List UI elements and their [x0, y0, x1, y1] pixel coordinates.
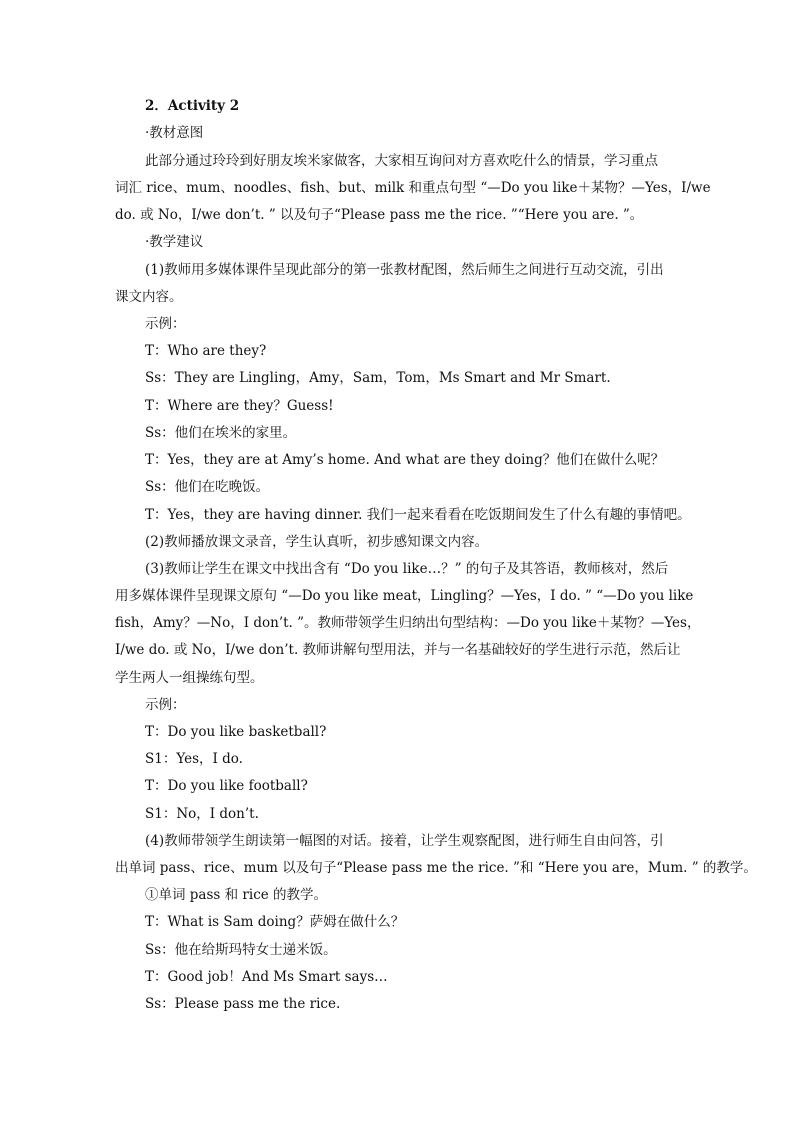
dialogue-line: T：Who are they? [145, 343, 267, 359]
section-heading: 2．Activity 2 [145, 98, 240, 114]
dialogue-line: Ss：Please pass me the rice. [145, 996, 341, 1012]
paragraph-line: I/we do. 或 No，I/we don’t. 教师讲解句型用法，并与一名基础较好的学生进行示范，然后让 [115, 642, 681, 658]
paragraph-line: (1)教师用多媒体课件呈现此部分的第一张教材配图，然后师生之间进行互动交流，引出 [145, 262, 664, 278]
subheading-teaching-suggestions: ·教学建议 [145, 234, 204, 250]
dialogue-line: T：Do you like basketball? [145, 724, 327, 740]
dialogue-line: T：Where are they？Guess! [145, 398, 334, 414]
dialogue-line: T：What is Sam doing？萨姆在做什么？ [145, 914, 405, 930]
paragraph-line: (2)教师播放课文录音，学生认真听，初步感知课文内容。 [145, 534, 489, 550]
paragraph-line: 此部分通过玲玲到好朋友埃米家做客，大家相互询问对方喜欢吃什么的情景，学习重点 [145, 153, 658, 169]
subheading-textbook-intent: ·教材意图 [145, 125, 204, 141]
example-label: 示例： [145, 697, 186, 713]
dialogue-line: T：Yes，they are at Amy’s home. And what are they doing？他们在做什么呢？ [145, 452, 665, 468]
paragraph-line: 课文内容。 [115, 289, 183, 305]
dialogue-line: S1：Yes，I do. [145, 751, 243, 767]
dialogue-line: Ss：他在给斯玛特女士递米饭。 [145, 942, 337, 958]
dialogue-line: T：Do you like football? [145, 778, 308, 794]
paragraph-line: (3)教师让学生在课文中找出含有 “Do you like…？” 的句子及其答语，教师核对，然后 [145, 561, 669, 577]
paragraph-line: fish，Amy？—No，I don’t. ”。教师带领学生归纳出句型结构：—Do you like＋某物？—Yes， [115, 615, 701, 631]
paragraph-line: (4)教师带领学生朗读第一幅图的对话。接着，让学生观察配图，进行师生自由问答，引 [145, 833, 664, 849]
dialogue-line: Ss：They are Lingling，Amy，Sam，Tom，Ms Smart and Mr Smart. [145, 370, 611, 386]
dialogue-line: Ss：他们在埃米的家里。 [145, 425, 297, 441]
list-item: ①单词 pass 和 rice 的教学。 [145, 887, 328, 903]
paragraph-line: 学生两人一组操练句型。 [115, 670, 264, 686]
dialogue-line: S1：No，I don’t. [145, 806, 259, 822]
paragraph-line: 出单词 pass、rice、mum 以及句子“Please pass me the rice. ”和 “Here you are，Mum. ” 的教学。 [115, 860, 757, 876]
example-label: 示例： [145, 316, 186, 332]
dialogue-line: T：Good job！And Ms Smart says… [145, 969, 388, 985]
dialogue-line: Ss：他们在吃晚饭。 [145, 479, 270, 495]
dialogue-line: T：Yes，they are having dinner. 我们一起来看看在吃饭期间发生了什么有趣的事情吧。 [145, 507, 691, 523]
paragraph-line: 用多媒体课件呈现课文原句 “—Do you like meat，Lingling？—Yes，I do. ” “—Do you like [115, 588, 694, 604]
paragraph-line: do. 或 No，I/we don’t. ” 以及句子“Please pass me the rice. ”“Here you are. ”。 [115, 207, 644, 223]
paragraph-line: 词汇 rice、mum、noodles、fish、but、milk 和重点句型 “—Do you like＋某物？—Yes，I/we [115, 180, 711, 196]
